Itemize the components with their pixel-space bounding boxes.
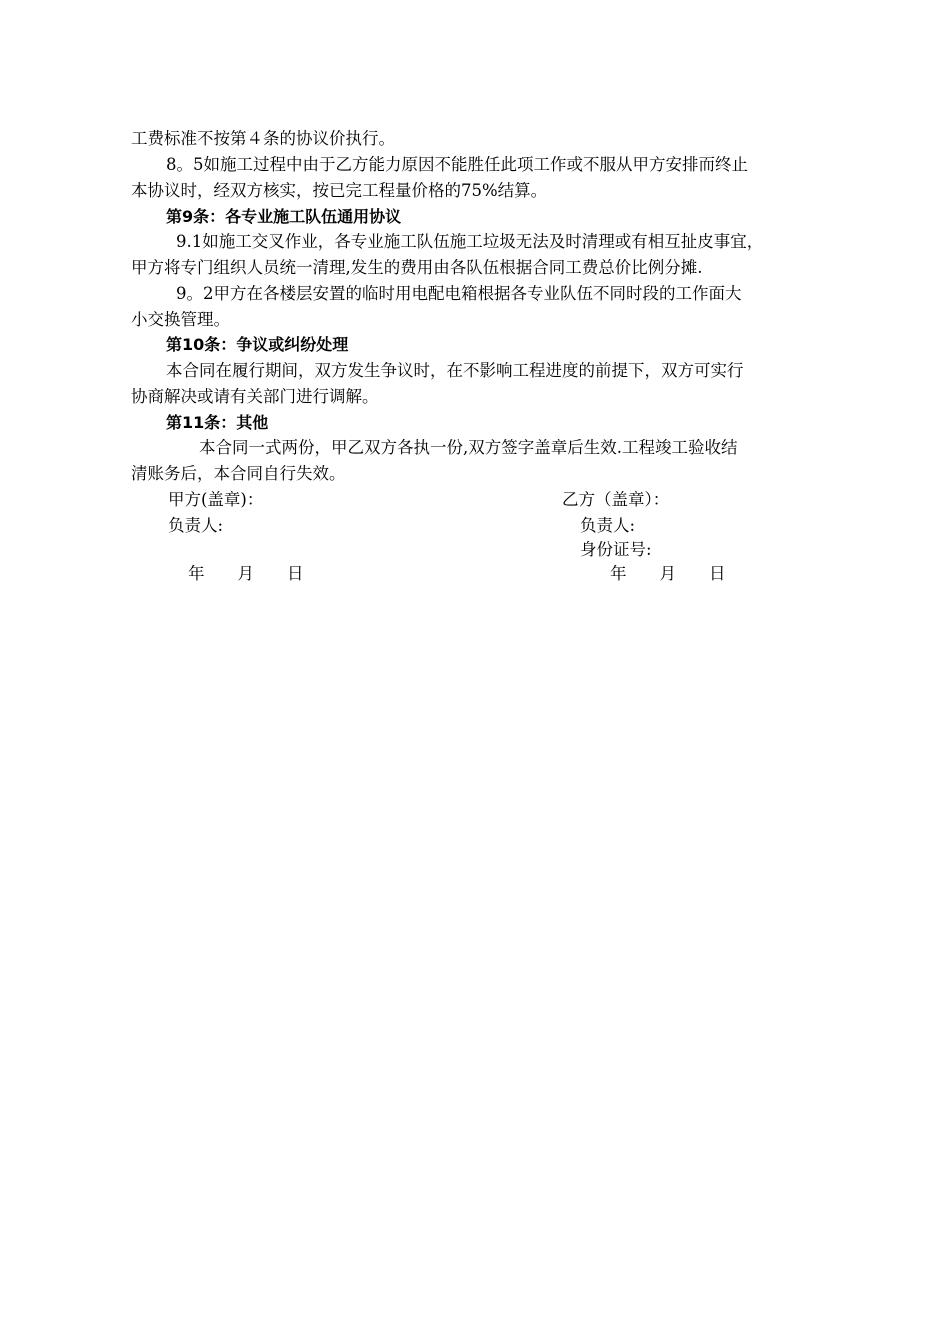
paragraph-line: 小交换管理。 — [131, 310, 230, 329]
party-b-seal-label: 乙方（盖章）： — [562, 490, 670, 509]
paragraph-line: 协商解决或请有关部门进行调解。 — [131, 387, 379, 406]
section-heading-10: 第10条：争议或纠纷处理 — [166, 335, 349, 354]
paragraph-line: 甲方将专门组织人员统一清理,发生的费用由各队伍根据合同工费总价比例分摊. — [131, 258, 703, 277]
section-heading-11: 第11条：其他 — [166, 413, 269, 432]
paragraph-line: 9。2甲方在各楼层安置的临时用电配电箱根据各专业队伍不同时段的工作面大 — [176, 284, 742, 303]
paragraph-line: 本合同一式两份，甲乙双方各执一份,双方签字盖章后生效.工程竣工验收结 — [199, 438, 738, 457]
party-a-date: 年 月 日 — [188, 564, 304, 583]
party-a-rep-label: 负责人: — [168, 516, 224, 535]
paragraph-line: 8。5如施工过程中由于乙方能力原因不能胜任此项工作或不服从甲方安排而终止 — [166, 155, 748, 174]
paragraph-line: 清账务后，本合同自行失效。 — [131, 464, 346, 483]
paragraph-line: 工费标准不按第４条的协议价执行。 — [131, 129, 395, 148]
party-b-rep-label: 负责人: — [580, 516, 636, 535]
section-heading-9: 第9条：各专业施工队伍通用协议 — [166, 207, 402, 226]
paragraph-line: 9.1如施工交叉作业，各专业施工队伍施工垃圾无法及时清理或有相互扯皮事宜， — [176, 232, 764, 251]
party-b-id-label: 身份证号: — [580, 540, 652, 559]
party-a-seal-label: 甲方(盖章)： — [168, 490, 264, 509]
party-b-date: 年 月 日 — [610, 564, 726, 583]
paragraph-line: 本合同在履行期间，双方发生争议时，在不影响工程进度的前提下，双方可实行 — [166, 361, 744, 380]
paragraph-line: 本协议时，经双方核实，按已完工程量价格的75%结算。 — [131, 181, 548, 200]
